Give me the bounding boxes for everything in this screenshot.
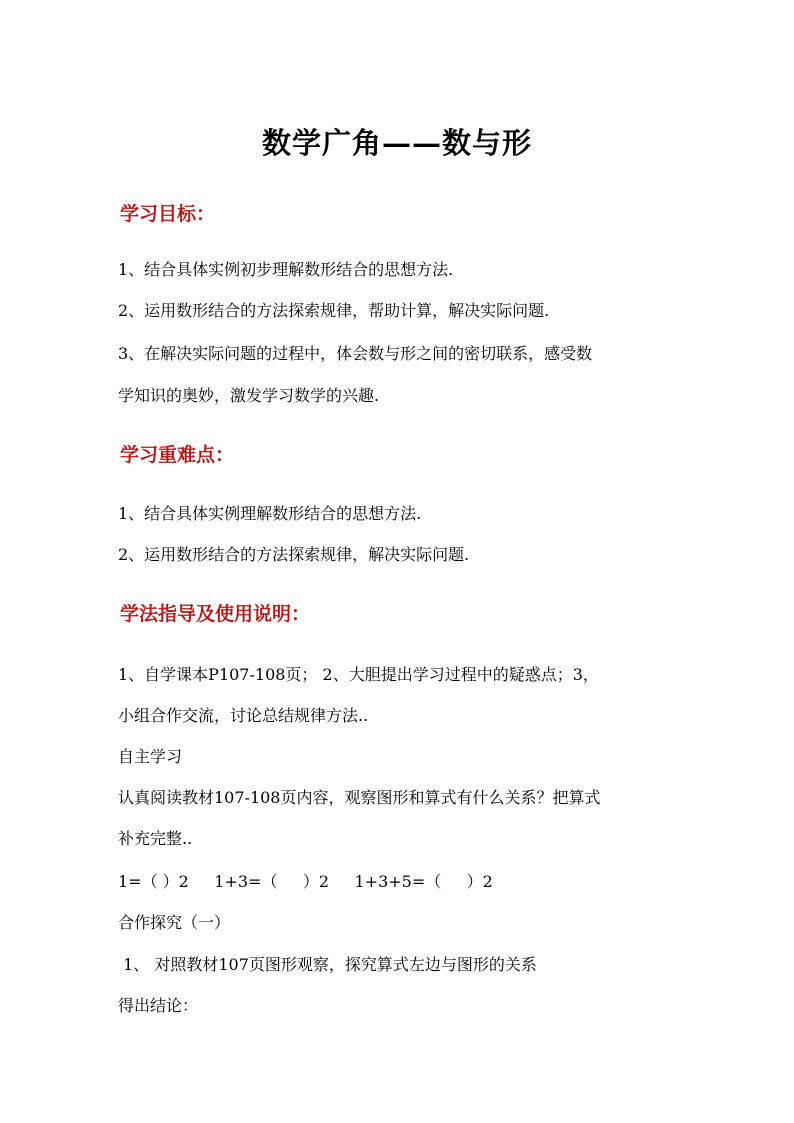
key-point-item-2: 2、运用数形结合的方法探索规律，解决实际问题. bbox=[118, 545, 470, 564]
guidance-line-1: 1、自学课本P107-108页； 2、大胆提出学习过程中的疑惑点；3， bbox=[118, 665, 599, 684]
heading-objectives: 学习目标： bbox=[120, 203, 216, 225]
cooperative-task: 1、 对照教材107页图形观察，探究算式左边与图形的关系 bbox=[118, 955, 537, 974]
heading-guidance: 学法指导及使用说明： bbox=[120, 603, 311, 625]
guidance-line-2: 小组合作交流，讨论总结规律方法.. bbox=[118, 706, 369, 725]
page-title: 数学广角——数与形 bbox=[261, 126, 532, 160]
conclusion-label: 得出结论： bbox=[118, 996, 199, 1015]
cooperative-label: 合作探究（一） bbox=[118, 913, 231, 932]
key-point-item-1: 1、结合具体实例理解数形结合的思想方法. bbox=[118, 504, 422, 523]
objective-item-2: 2、运用数形结合的方法探索规律，帮助计算，解决实际问题. bbox=[118, 301, 550, 320]
self-study-line-2: 补充完整.. bbox=[118, 829, 193, 848]
objective-item-3-continued: 学知识的奥妙，激发学习数学的兴趣. bbox=[118, 386, 380, 405]
self-study-line-1: 认真阅读教材107-108页内容，观察图形和算式有什么关系？把算式 bbox=[118, 788, 601, 807]
self-study-label: 自主学习 bbox=[118, 747, 183, 766]
heading-key-points: 学习重难点： bbox=[120, 444, 235, 466]
equation-blanks: 1=（ ）2 1+3=（ ）2 1+3+5=（ ）2 bbox=[118, 872, 493, 891]
objective-item-3: 3、在解决实际问题的过程中，体会数与形之间的密切联系，感受数 bbox=[118, 344, 593, 363]
objective-item-1: 1、结合具体实例初步理解数形结合的思想方法. bbox=[118, 260, 454, 279]
